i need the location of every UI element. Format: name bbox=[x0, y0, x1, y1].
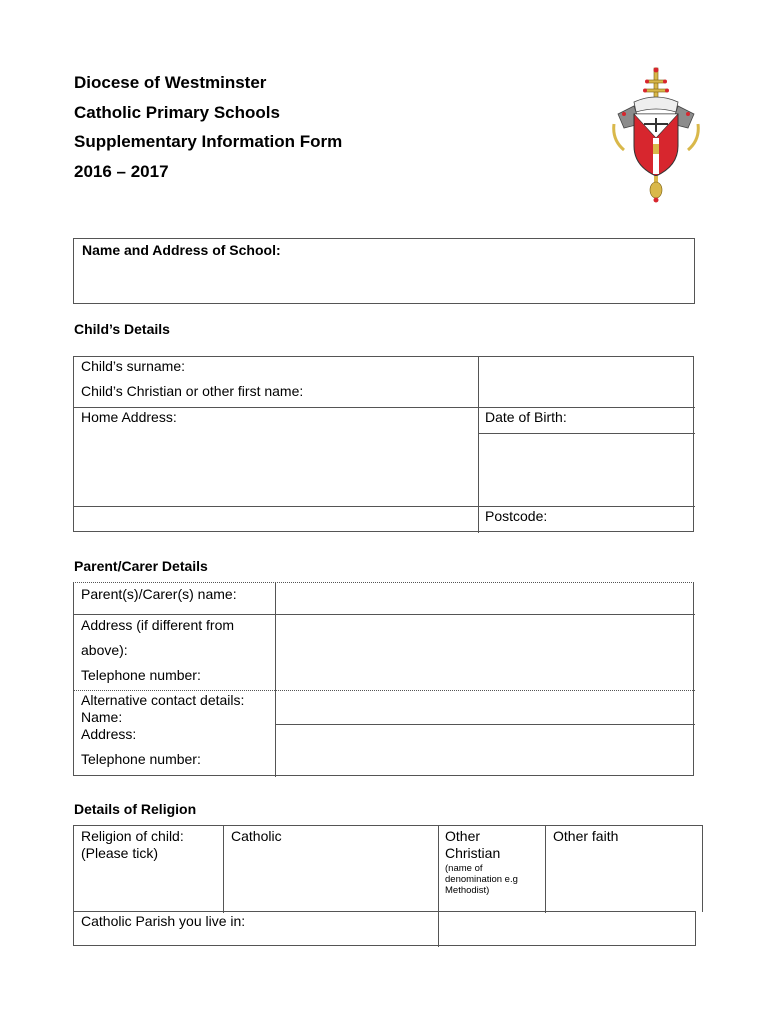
childs-name-field[interactable] bbox=[479, 358, 694, 406]
denomination-note-1: (name of bbox=[445, 863, 483, 874]
parent-carer-details-table bbox=[73, 582, 694, 776]
childs-details-table bbox=[73, 356, 694, 532]
religion-table bbox=[73, 825, 703, 912]
other-christian-label-cont: Christian bbox=[445, 845, 501, 861]
home-address-label: Home Address: bbox=[81, 409, 177, 425]
details-of-religion-heading: Details of Religion bbox=[74, 801, 197, 817]
alternative-contact-label: Alternative contact details: bbox=[81, 692, 245, 708]
postcode-label: Postcode: bbox=[485, 508, 548, 524]
childs-surname-label: Child’s surname: bbox=[81, 358, 186, 374]
title-schools: Catholic Primary Schools bbox=[74, 102, 280, 122]
school-name-address-label: Name and Address of School: bbox=[82, 242, 281, 258]
other-christian-label: Other bbox=[445, 828, 481, 844]
parent-carer-name-field[interactable] bbox=[276, 584, 694, 613]
parent-telephone-label: Telephone number: bbox=[81, 667, 201, 683]
other-christian-checkbox-cell[interactable] bbox=[439, 827, 544, 912]
other-faith-checkbox-cell[interactable] bbox=[546, 827, 702, 912]
title-diocese: Diocese of Westminster bbox=[74, 73, 267, 92]
denomination-note-3: Methodist) bbox=[445, 885, 490, 896]
other-faith-label: Other faith bbox=[553, 828, 619, 844]
diocese-crest-logo bbox=[610, 66, 702, 204]
school-name-address-box[interactable] bbox=[73, 238, 695, 304]
title-form: Supplementary Information Form bbox=[74, 132, 343, 151]
parent-address-label: Address (if different from bbox=[81, 617, 235, 633]
parent-address-label-cont: above): bbox=[81, 642, 128, 658]
table-divider bbox=[74, 407, 695, 408]
title-year: 2016 – 2017 bbox=[74, 161, 169, 181]
home-address-field[interactable] bbox=[75, 433, 477, 505]
parent-address-telephone-field[interactable] bbox=[276, 615, 694, 689]
form-title bbox=[74, 68, 342, 186]
table-divider bbox=[74, 506, 695, 507]
childs-details-heading: Child’s Details bbox=[74, 321, 170, 337]
alternative-telephone-label: Telephone number: bbox=[81, 751, 201, 767]
date-of-birth-label: Date of Birth: bbox=[485, 409, 567, 425]
date-of-birth-field[interactable] bbox=[479, 434, 694, 505]
parent-carer-details-heading: Parent/Carer Details bbox=[74, 558, 208, 574]
alternative-address-label: Address: bbox=[81, 726, 137, 742]
please-tick-label: (Please tick) bbox=[81, 845, 159, 861]
childs-first-name-label: Child’s Christian or other first name: bbox=[81, 383, 304, 399]
catholic-label: Catholic bbox=[231, 828, 282, 844]
religion-of-child-label: Religion of child: bbox=[81, 828, 184, 844]
alternative-address-telephone-field[interactable] bbox=[276, 725, 694, 776]
catholic-checkbox-cell[interactable] bbox=[224, 827, 437, 912]
parent-carer-name-label: Parent(s)/Carer(s) name: bbox=[81, 586, 237, 602]
alternative-name-label: Name: bbox=[81, 709, 123, 725]
catholic-parish-field[interactable] bbox=[439, 913, 695, 945]
catholic-parish-row bbox=[73, 911, 696, 946]
catholic-parish-label: Catholic Parish you live in: bbox=[81, 913, 246, 929]
denomination-note-2: denomination e.g bbox=[445, 874, 518, 885]
alternative-name-field[interactable] bbox=[276, 691, 694, 723]
